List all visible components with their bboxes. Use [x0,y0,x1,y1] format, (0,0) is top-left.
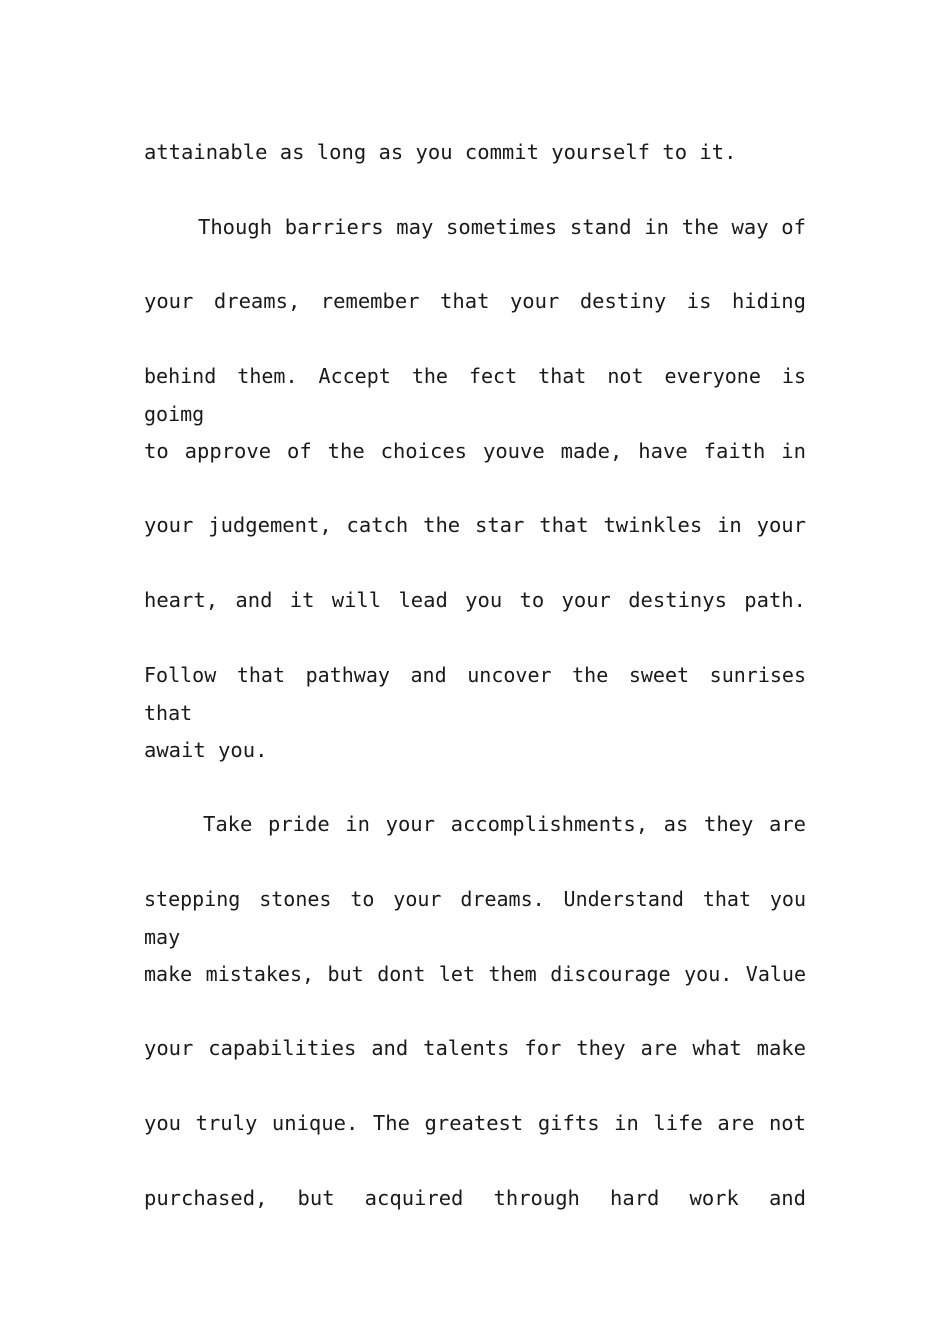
paragraph-first-line: Take pride in your accomplishments, as they are [203,812,806,837]
text-line: make mistakes, but dont let them discourage you. Value [144,961,806,986]
text-line: your capabilities and talents for they are what make [144,1036,806,1061]
paragraph-last-line: await you. [144,737,268,762]
body-text [144,133,806,1253]
text-line: behind them. Accept the fect that not everyone is goimg [144,364,806,427]
text-line: to approve of the choices youve made, have faith in [144,438,806,463]
text-line: your dreams, remember that your destiny is hiding [144,289,806,314]
text-line: purchased, but acquired through hard work and [144,1185,806,1210]
text-line: your judgement, catch the star that twinkles in your [144,513,806,538]
text-line: attainable as long as you commit yourself to it. [144,140,737,164]
text-line: heart, and it will lead you to your destinys path. [144,588,806,613]
text-line: you truly unique. The greatest gifts in life are not [144,1110,806,1135]
text-line: Follow that pathway and uncover the sweet sunrises that [144,662,806,725]
text-line: stepping stones to your dreams. Understand that you may [144,886,806,949]
paragraph-first-line: Though barriers may sometimes stand in the way of [198,214,806,239]
